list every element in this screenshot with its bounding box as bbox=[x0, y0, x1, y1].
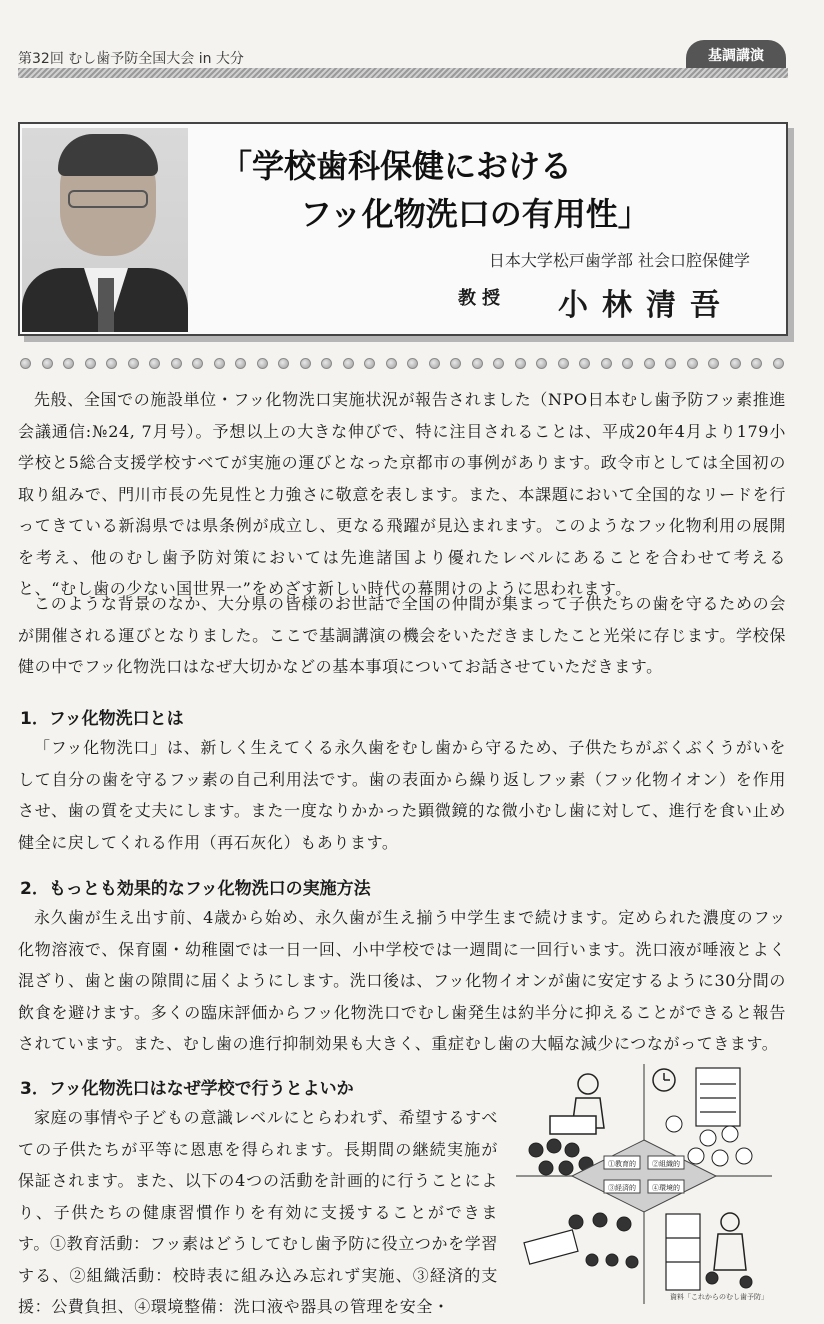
illustration-caption: 資料「これからのむし歯予防」 bbox=[670, 1293, 768, 1301]
dotted-divider bbox=[20, 358, 784, 372]
label-environment: ④環境的 bbox=[652, 1184, 680, 1192]
lecture-title bbox=[220, 142, 760, 238]
label-education: ①教育的 bbox=[608, 1160, 636, 1168]
label-organization: ②組織的 bbox=[652, 1160, 680, 1168]
header-divider bbox=[18, 68, 788, 78]
title-line-1: 「学校歯科保健における bbox=[220, 147, 573, 185]
section-heading-3: 3．フッ化物洗口はなぜ学校で行うとよいか bbox=[20, 1079, 354, 1099]
section-heading-1: 1．フッ化物洗口とは bbox=[20, 709, 184, 729]
speaker-role: 教授 bbox=[458, 288, 506, 309]
section-1-paragraph: 「フッ化物洗口」は、新しく生えてくる永久歯をむし歯から守るため、子供たちがぶくぶくうがいをして自分の歯を守るフッ素の自己利用法です。歯の表面から繰り返しフッ素（フッ化物イオン）を作用させ、歯の質を丈夫にします。また一度なりかかった顕微鏡的な微小むし歯に対して、進行を食い止め健全に戻してくれる作用（再石灰化）もあります。 bbox=[18, 738, 786, 852]
section-2-paragraph: 永久歯が生え出す前、4歳から始め、永久歯が生え揃う中学生まで続けます。定められた濃度のフッ化物溶液で、保育園・幼稚園では一日一回、小中学校では一週間に一回行います。洗口液が唾液とよく混ざり、歯と歯の隙間に届くようにします。洗口後は、フッ化物イオンが歯に安定するように30分間の飲食を避けます。多くの臨床評価からフッ化物洗口でむし歯発生は約半分に抑えることができると報告されています。また、むし歯の進行抑制効果も大きく、重症むし歯の大幅な減少につながってきます。 bbox=[18, 908, 786, 1053]
cabinet-figure bbox=[666, 1214, 700, 1290]
photo-tie bbox=[98, 278, 114, 332]
title-box bbox=[18, 122, 788, 336]
affiliation: 日本大学松戸歯学部 社会口腔保健学 bbox=[488, 251, 750, 270]
schedule-board bbox=[696, 1068, 740, 1126]
speaker-name: 小林清吾 bbox=[558, 288, 734, 323]
photo-hair bbox=[58, 134, 158, 176]
photo-glasses bbox=[68, 190, 148, 208]
four-activities-illustration bbox=[516, 1064, 772, 1304]
label-economic: ③経済的 bbox=[608, 1184, 636, 1192]
title-line-2: フッ化物洗口の有用性」 bbox=[300, 195, 650, 233]
intro-paragraph-2: このような背景のなか、大分県の皆様のお世話で全国の仲間が集まって子供たちの歯を守るための会が開催される運びとなりました。ここで基調講演の機会をいただきましたこと光栄に存じます。学校保健の中でフッ化物洗口はなぜ大切かなどの基本事項についてお話させていただきます。 bbox=[18, 594, 786, 676]
section-3-paragraph: 家庭の事情や子どもの意識レベルにとらわれず、希望するすべての子供たちが平等に恩恵を得られます。長期間の継続実施が保証されます。また、以下の4つの活動を計画的に行うことにより、子供たちの健康習慣作りを有効に支援することができます。①教育活動：フッ素はどうしてむし歯予防に役立つかを学習する、②組織活動：校時表に組み込み忘れず実施、③経済的支援：公費負担、④環境整備：洗口液や器具の管理を安全・ bbox=[18, 1108, 498, 1316]
section-heading-2: 2．もっとも効果的なフッ化物洗口の実施方法 bbox=[20, 879, 371, 899]
keynote-badge: 基調講演 bbox=[686, 40, 786, 70]
intro-paragraph-1: 先般、全国での施設単位・フッ化物洗口実施状況が報告されました（NPO日本むし歯予防フッ素推進会議通信:№24, 7月号）。予想以上の大きな伸びで、特に注目されることは、平成20年4月より179小学校と5総合支援学校すべてが実施の運びとなった京都市の事例があります。政令市としては全国初の取り組みで、門川市長の先見性と力強さに敬意を表します。また、本課題において全国的なリードを行ってきている新潟県では県条例が成立し、更なる飛躍が見込まれます。このようなフッ化物利用の展開を考え、他のむし歯予防対策においては先進諸国より優れたレベルにあることを合わせて考えると、“むし歯の少ない国世界一”をめざす新しい時代の幕開けのように思われます。 bbox=[18, 390, 786, 598]
event-header: 第32回 むし歯予防全国大会 in 大分 bbox=[18, 51, 244, 67]
speaker-photo bbox=[22, 128, 188, 332]
